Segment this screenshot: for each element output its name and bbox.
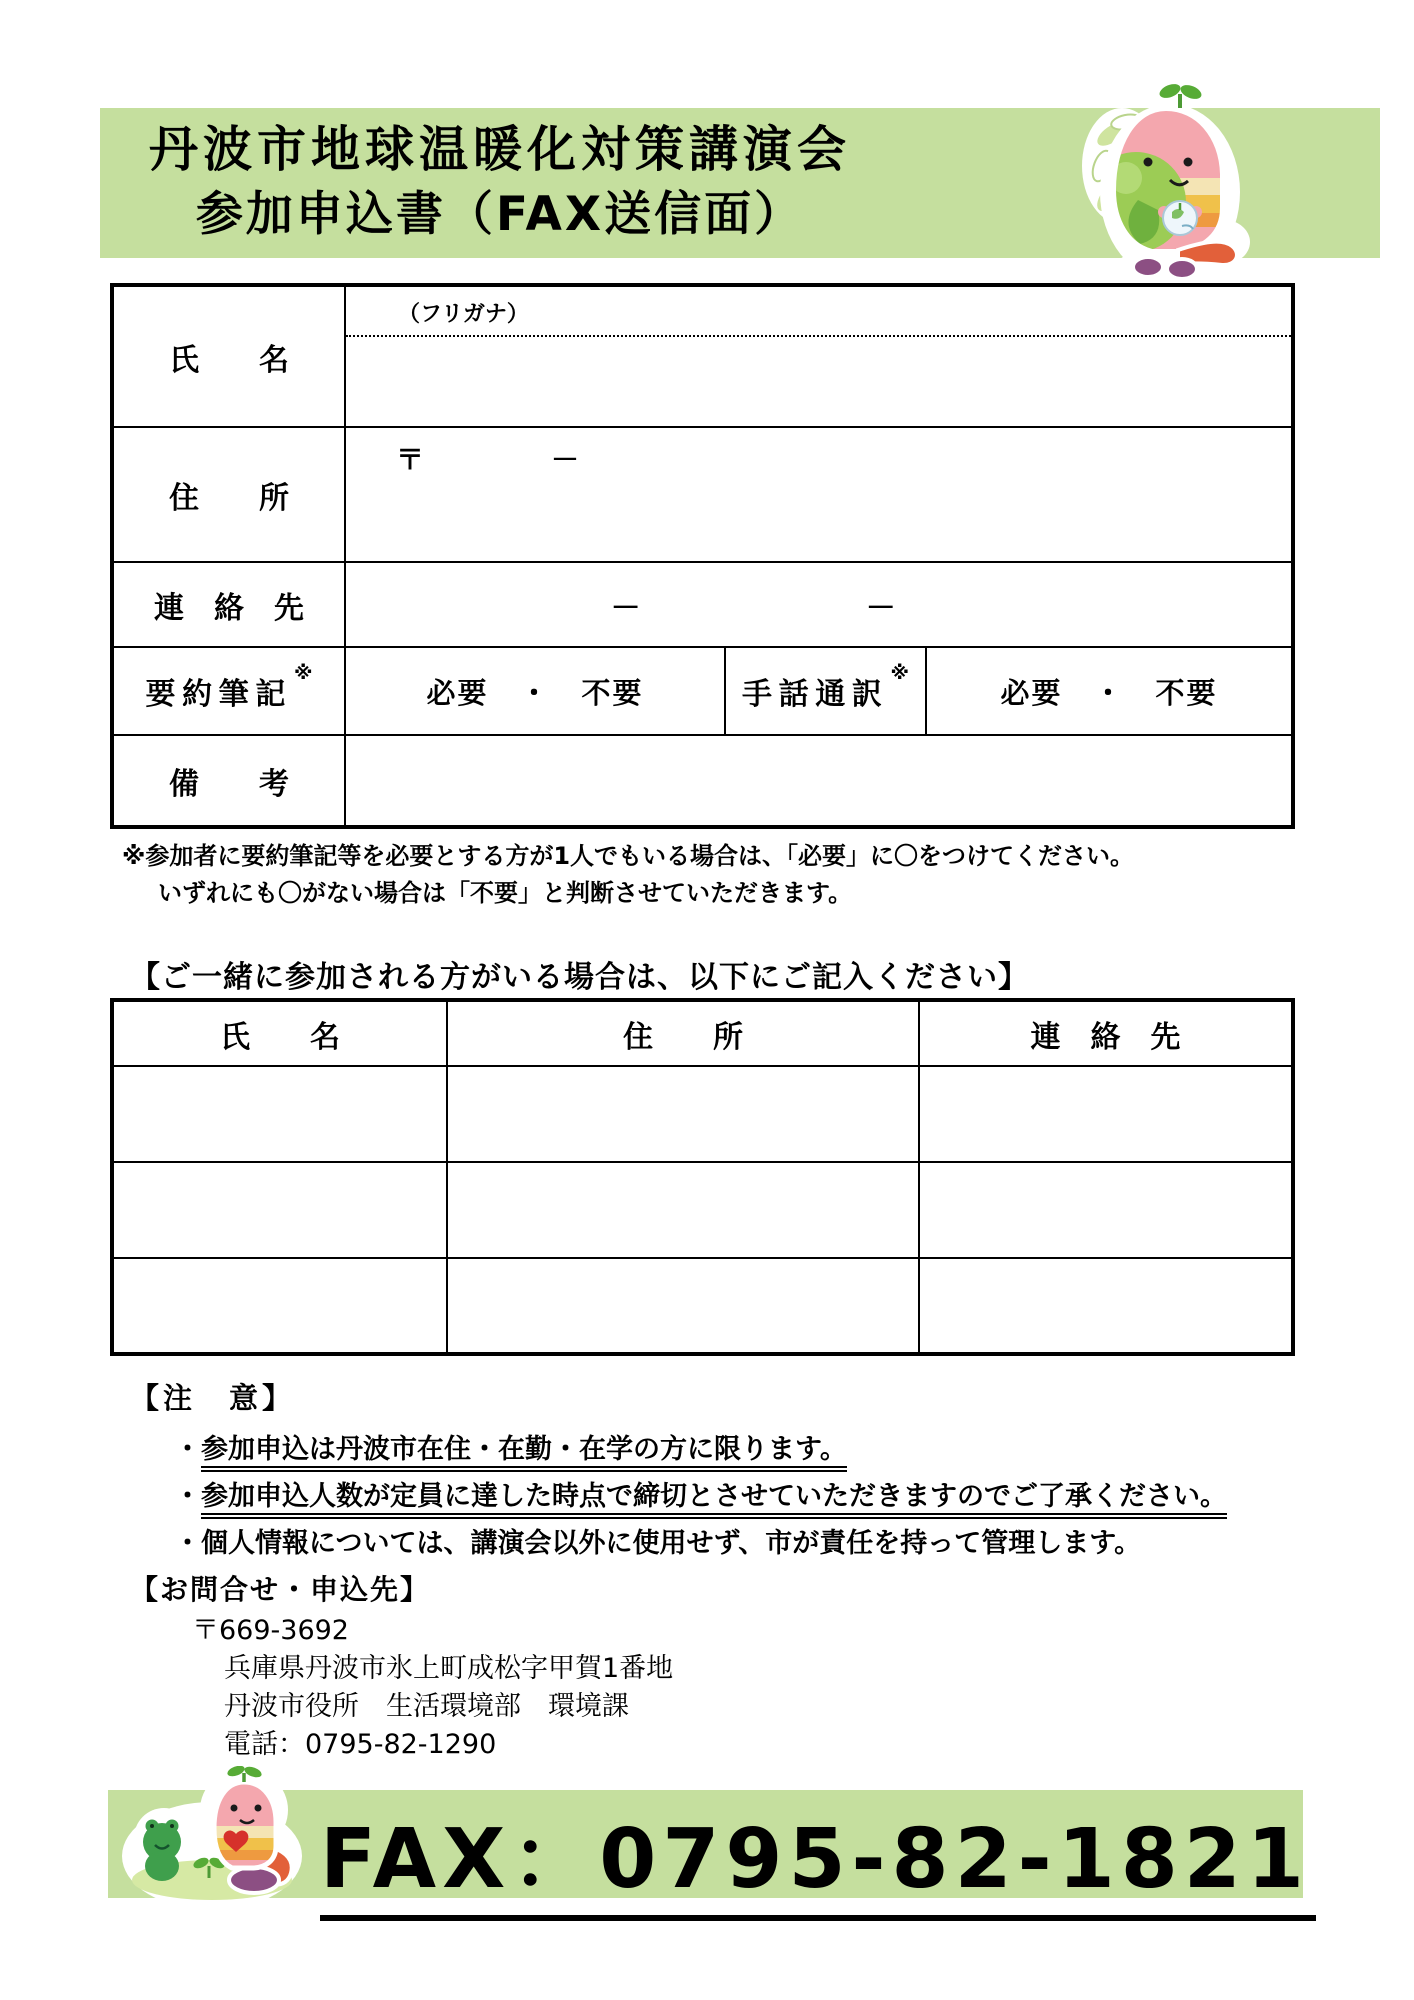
sign-language-options: 必要 ・ 不要: [926, 647, 1293, 735]
contact-details: [130, 1612, 673, 1764]
cautions-heading: 【注 意】: [130, 1381, 296, 1415]
fax-number: FAX：0795-82-1821: [320, 1794, 1316, 1921]
bullet: ・: [174, 1481, 201, 1512]
bullet: ・: [174, 1528, 201, 1559]
name-label: 氏 名: [112, 285, 345, 427]
companion-1-name-cell: [112, 1066, 447, 1162]
address-label: 住 所: [112, 427, 345, 562]
assistance-notes: [122, 838, 1134, 912]
form-title-line2: 参加申込書（FAX送信面）: [195, 187, 805, 242]
frog-icon: [143, 1820, 181, 1882]
companions-table: [110, 998, 1295, 1356]
assistance-note-line1: ※参加者に要約筆記等を必要とする方が1人でもいる場合は、「必要」に〇をつけてください。: [122, 842, 1135, 870]
companion-row-3: [112, 1258, 1293, 1354]
companion-3-contact-cell: [919, 1258, 1293, 1354]
caution-item-2: ・参加申込人数が定員に達した時点で締切とさせていただきますのでご了承ください。: [174, 1473, 1227, 1520]
form-title-line1: 丹波市地球温暖化対策講演会: [148, 121, 851, 178]
cautions-list: [174, 1426, 1227, 1567]
companion-1-contact-cell: [919, 1066, 1293, 1162]
contact-entry-cell: [345, 562, 1293, 647]
phone-dash-2: －: [865, 590, 896, 626]
companions-col-contact: 連 絡 先: [919, 1000, 1293, 1066]
companion-2-name-cell: [112, 1162, 447, 1258]
companion-2-contact-cell: [919, 1162, 1293, 1258]
contact-office: 丹波市役所 生活環境部 環境課: [224, 1691, 629, 1722]
contact-label: 連 絡 先: [112, 562, 345, 647]
sign-language-note-mark: ※: [890, 662, 909, 684]
companions-header-row: [112, 1000, 1293, 1066]
summary-writing-options: 必要 ・ 不要: [345, 647, 725, 735]
assistance-note-line2: いずれにも〇がない場合は「不要」と判断させていただきます。: [158, 879, 853, 907]
footer-fax-banner: [108, 1790, 1310, 1907]
row-remarks: [112, 735, 1293, 827]
row-contact: [112, 562, 1293, 647]
companions-heading: 【ご一緒に参加される方がいる場合は、以下にご記入ください】: [130, 960, 1029, 995]
companion-3-address-cell: [447, 1258, 919, 1354]
bullet: ・: [174, 1434, 201, 1465]
row-address: [112, 427, 1293, 562]
sprout-icon: [1158, 82, 1204, 108]
name-entry-cell: [345, 285, 1293, 427]
row-name: [112, 285, 1293, 427]
caution-item-3: ・個人情報については、講演会以外に使用せず、市が責任を持って管理します。: [174, 1528, 1142, 1559]
companion-2-address-cell: [447, 1162, 919, 1258]
cautions-section: [130, 1378, 1227, 1567]
contact-phone: 電話：0795-82-1290: [224, 1729, 497, 1760]
caution-item-1: ・参加申込は丹波市在住・在勤・在学の方に限ります。: [174, 1426, 1227, 1473]
address-entry-cell: [345, 427, 1293, 562]
footer-mascot-illustration: [116, 1766, 308, 1914]
summary-writing-label: 要約筆記※: [112, 647, 345, 735]
companions-col-name: 氏 名: [112, 1000, 447, 1066]
remarks-label: 備 考: [112, 735, 345, 827]
companion-row-1: [112, 1066, 1293, 1162]
summary-writing-note-mark: ※: [293, 662, 313, 684]
remarks-entry-cell: [345, 735, 1293, 827]
header-banner: [100, 108, 1380, 258]
contact-postal-code: 〒669-3692: [192, 1615, 349, 1646]
companion-3-name-cell: [112, 1258, 447, 1354]
contact-section: [130, 1568, 673, 1764]
contact-address: 兵庫県丹波市氷上町成松字甲賀1番地: [224, 1653, 674, 1684]
applicant-table: [110, 283, 1295, 829]
postal-dash: －: [551, 443, 580, 476]
contact-heading: 【お問合せ・申込先】: [130, 1573, 431, 1606]
companion-row-2: [112, 1162, 1293, 1258]
furigana-label: （フリガナ）: [346, 287, 1291, 337]
postal-mark: 〒: [396, 443, 425, 476]
header-mascot-illustration: [1082, 82, 1252, 280]
form-title: [100, 118, 900, 248]
companion-1-address-cell: [447, 1066, 919, 1162]
phone-dash-1: －: [610, 590, 641, 626]
companions-col-address: 住 所: [447, 1000, 919, 1066]
sign-language-label: 手話通訳※: [725, 647, 926, 735]
row-assistance: [112, 647, 1293, 735]
